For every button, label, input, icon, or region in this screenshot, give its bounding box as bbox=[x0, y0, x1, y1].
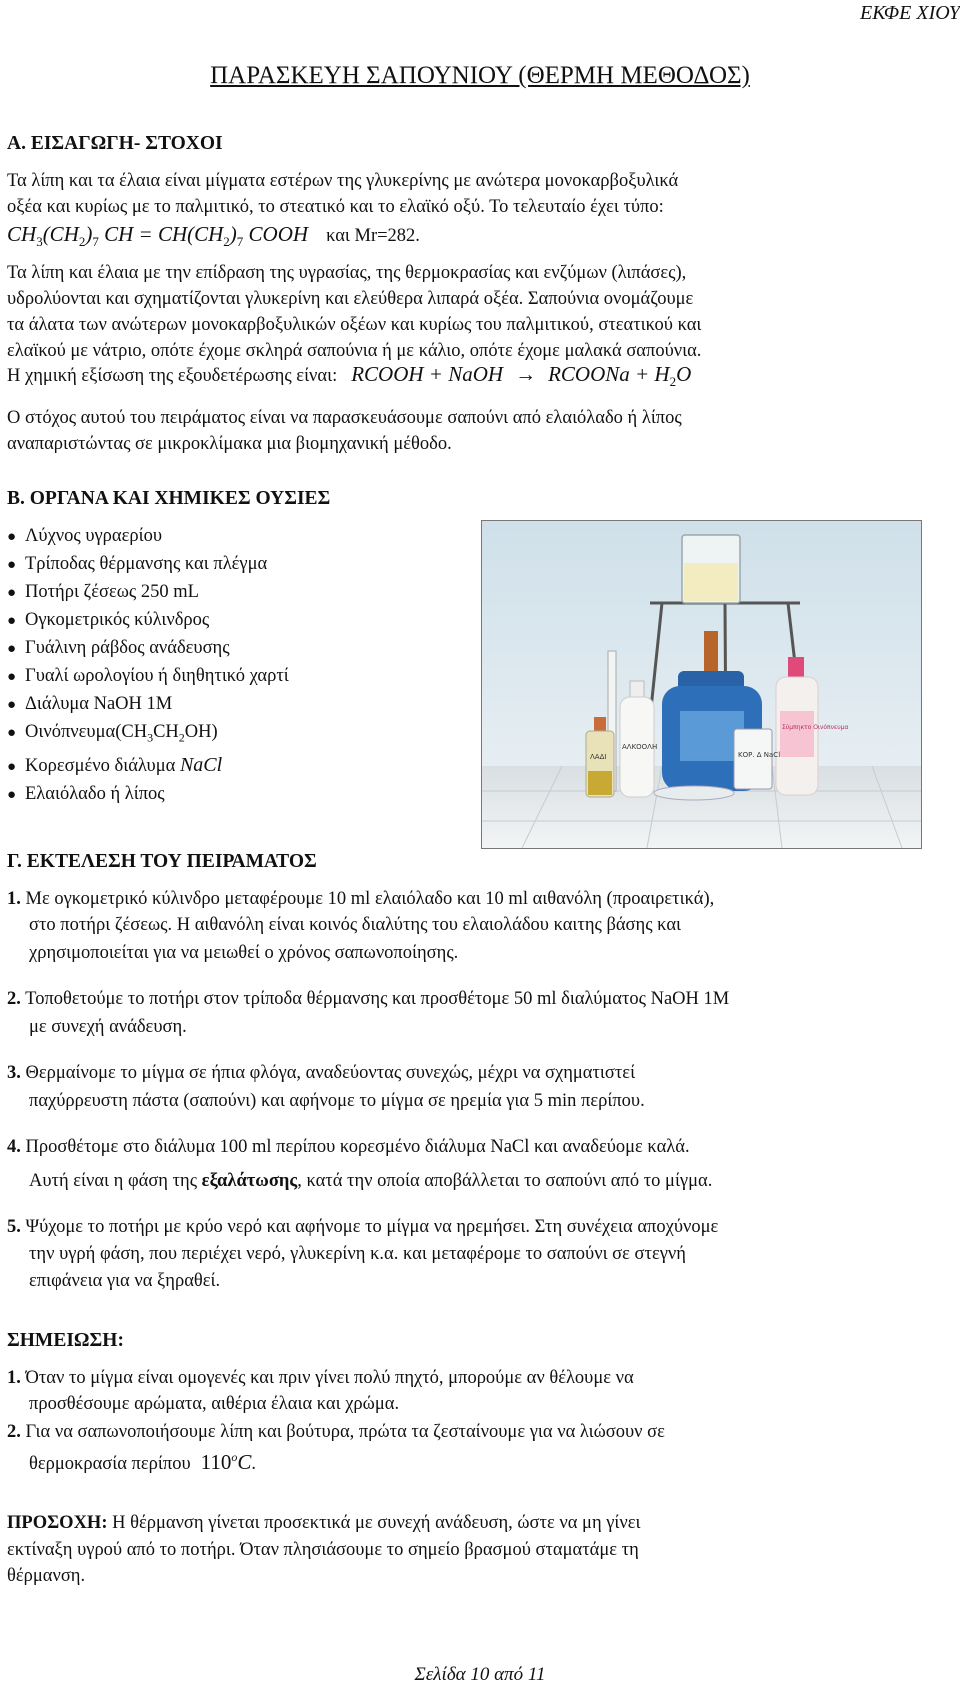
page-header: ΕΚΦΕ ΧΙΟΥ bbox=[860, 2, 960, 24]
oleic-acid-formula: $CH_3(CH_2)_7$ CH = $CH(CH_2)_7$ COOH και Mr=282. bbox=[7, 222, 420, 250]
oil-bottle-label: ΛΑΔΙ bbox=[590, 753, 607, 761]
procedure-step-2-line2: με συνεχή ανάδευση. bbox=[29, 1017, 187, 1037]
intro-p2-line1: Τα λίπη και έλαια με την επίδραση της υγρασίας, της θερμοκρασίας και ενζύμων (λιπάσες), bbox=[7, 263, 687, 283]
procedure-step-4-line2: Αυτή είναι η φάση της εξαλάτωσης, κατά την οποία αποβάλλεται το σαπούνι από το μίγμα. bbox=[29, 1171, 713, 1191]
beaker-shape bbox=[682, 535, 740, 603]
list-item: ● Γυαλί ωρολογίου ή διηθητικό χαρτί bbox=[7, 666, 289, 686]
section-a-heading: Α. ΕΙΣΑΓΩΓΗ- ΣΤΟΧΟΙ bbox=[7, 133, 223, 154]
experiment-photo bbox=[481, 520, 922, 849]
page-footer: Σελίδα 10 από 11 bbox=[414, 1664, 546, 1685]
materials-list bbox=[7, 523, 289, 809]
list-item: ● Διάλυμα NaOH 1M bbox=[7, 694, 173, 714]
list-item: ● Ποτήρι ζέσεως 250 mL bbox=[7, 582, 199, 602]
procedure-step-1-line2: στο ποτήρι ζέσεως. Η αιθανόλη είναι κοινός διαλύτης του ελαιολάδου καιτης βάσης και bbox=[29, 915, 681, 935]
neutralization-equation: Η χημική εξίσωση της εξουδετέρωσης είναι: RCOOH + NaOH → RCOONa + $H_2O$ bbox=[7, 362, 692, 390]
list-item: ● Γυάλινη ράβδος ανάδευσης bbox=[7, 638, 230, 658]
intro-p2-line3: τα άλατα των ανώτερων μονοκαρβοξυλικών οξέων και κυρίως του παλμιτικού, στεατικού και bbox=[7, 315, 702, 335]
note-2: 2. Για να σαπωνοποιήσουμε λίπη και βούτυρα, πρώτα τα ζεσταίνουμε για να λιώσουν σε bbox=[7, 1422, 665, 1442]
intro-p3-line2: αναπαριστώντας σε μικροκλίμακα μια βιομηχανική μέθοδο. bbox=[7, 434, 452, 454]
procedure-step-3: 3. Θερμαίνομε το μίγμα σε ήπια φλόγα, αναδεύοντας συνεχώς, μέχρι να σχηματιστεί bbox=[7, 1063, 636, 1083]
list-item: ● Τρίποδας θέρμανσης και πλέγμα bbox=[7, 554, 268, 574]
list-item: ● Κορεσμένο διάλυμα NaCl bbox=[7, 753, 223, 776]
intro-p1-line2: οξέα και κυρίως με το παλμιτικό, το στεατικό και το ελαϊκό οξύ. Το τελευταίο έχει τύπο: bbox=[7, 197, 664, 217]
list-item: ● Ελαιόλαδο ή λίπος bbox=[7, 783, 165, 804]
watch-glass-shape bbox=[654, 786, 734, 800]
section-c-heading: Γ. ΕΚΤΕΛΕΣΗ ΤΟΥ ΠΕΙΡΑΜΑΤΟΣ bbox=[7, 851, 317, 872]
note-heading: ΣΗΜΕΙΩΣΗ: bbox=[7, 1330, 124, 1351]
procedure-step-4: 4. Προσθέτομε στο διάλυμα 100 ml περίπου κορεσμένο διάλυμα NaCl και αναδεύομε καλά. bbox=[7, 1137, 690, 1157]
note-1-line2: προσθέσουμε αρώματα, αιθέρια έλαια και χρώμα. bbox=[29, 1394, 400, 1414]
note-2-line2: θερμοκρασία περίπου 110$^o$C. bbox=[29, 1450, 256, 1474]
pink-bottle-label: Σύμπηκτο Οινόπνευμα bbox=[782, 724, 849, 731]
caution-line1: ΠΡΟΣΟΧΗ: Η θέρμανση γίνεται προσεκτικά με συνεχή ανάδευση, ώστε να μη γίνει bbox=[7, 1513, 641, 1533]
intro-p2-line4: ελαϊκού με νάτριο, οπότε έχομε σκληρά σαπούνια ή με κάλιο, οπότε έχομε μαλακά σαπούνια. bbox=[7, 341, 702, 361]
procedure-step-1-line3: χρησιμοποιείται για να μειωθεί ο χρόνος σαπωνοποίησης. bbox=[29, 943, 459, 963]
section-b-heading: Β. ΟΡΓΑΝΑ ΚΑΙ ΧΗΜΙΚΕΣ ΟΥΣΙΕΣ bbox=[7, 488, 331, 509]
nacl-beaker-label: ΚΟΡ. Δ ΝaCl bbox=[738, 751, 781, 759]
intro-p1-line1: Τα λίπη και τα έλαια είναι μίγματα εστέρων της γλυκερίνης με ανώτερα μονοκαρβοξυλικά bbox=[7, 171, 679, 191]
list-item: ● $O\iota\nu ό\pi\nu\varepsilon\upsilon\mu\alpha(CH_3CH_2OH)$ bbox=[7, 722, 218, 745]
intro-p3-line1: Ο στόχος αυτού του πειράματος είναι να παρασκευάσουμε σαπούνι από ελαιόλαδο ή λίπος bbox=[7, 408, 682, 428]
caution-line3: θέρμανση. bbox=[7, 1566, 86, 1586]
procedure-step-5: 5. Ψύχομε το ποτήρι με κρύο νερό και αφήνομε το μίγμα να ηρεμήσει. Στη συνέχεια αποχύνομε bbox=[7, 1217, 719, 1237]
caution-line2: εκτίναξη υγρού από το ποτήρι. Όταν πλησιάσουμε το σημείο βρασμού σταματάμε τη bbox=[7, 1540, 639, 1560]
procedure-step-5-line3: επιφάνεια για να ξηραθεί. bbox=[29, 1271, 221, 1291]
procedure-step-3-line2: παχύρρευστη πάστα (σαπούνι) και αφήνομε το μίγμα σε ηρεμία για 5 min περίπου. bbox=[29, 1091, 645, 1111]
note-1: 1. Όταν το μίγμα είναι ομογενές και πριν γίνει πολύ πηχτό, μπορούμε αν θέλουμε να bbox=[7, 1368, 634, 1388]
intro-p2-line2: υδρολύονται και σχηματίζονται γλυκερίνη και ελεύθερα λιπαρά οξέα. Σαπούνια ονομάζουμε bbox=[7, 289, 694, 309]
list-item: ● Λύχνος υγραερίου bbox=[7, 526, 162, 546]
procedure-step-2: 2. Τοποθετούμε το ποτήρι στον τρίποδα θέρμανσης και προσθέτομε 50 ml διαλύματος ΝaOH 1M bbox=[7, 989, 730, 1009]
procedure-step-1: 1. Με ογκομετρικό κύλινδρο μεταφέρουμε 10 ml ελαιόλαδο και 10 ml αιθανόλη (προαιρετικά), bbox=[7, 889, 715, 909]
list-item: ● Ογκομετρικός κύλινδρος bbox=[7, 610, 210, 630]
page-title: ΠΑΡΑΣΚΕΥΗ ΣΑΠΟΥΝΙΟΥ (ΘΕΡΜΗ ΜΕΘΟΔΟΣ) bbox=[210, 62, 750, 89]
alcohol-bottle-label: ΑΛΚΟΟΛΗ bbox=[622, 743, 658, 751]
procedure-step-5-line2: την υγρή φάση, που περιέχει νερό, γλυκερίνη κ.α. και μεταφέρομε το σαπούνι σε στεγνή bbox=[29, 1244, 686, 1264]
